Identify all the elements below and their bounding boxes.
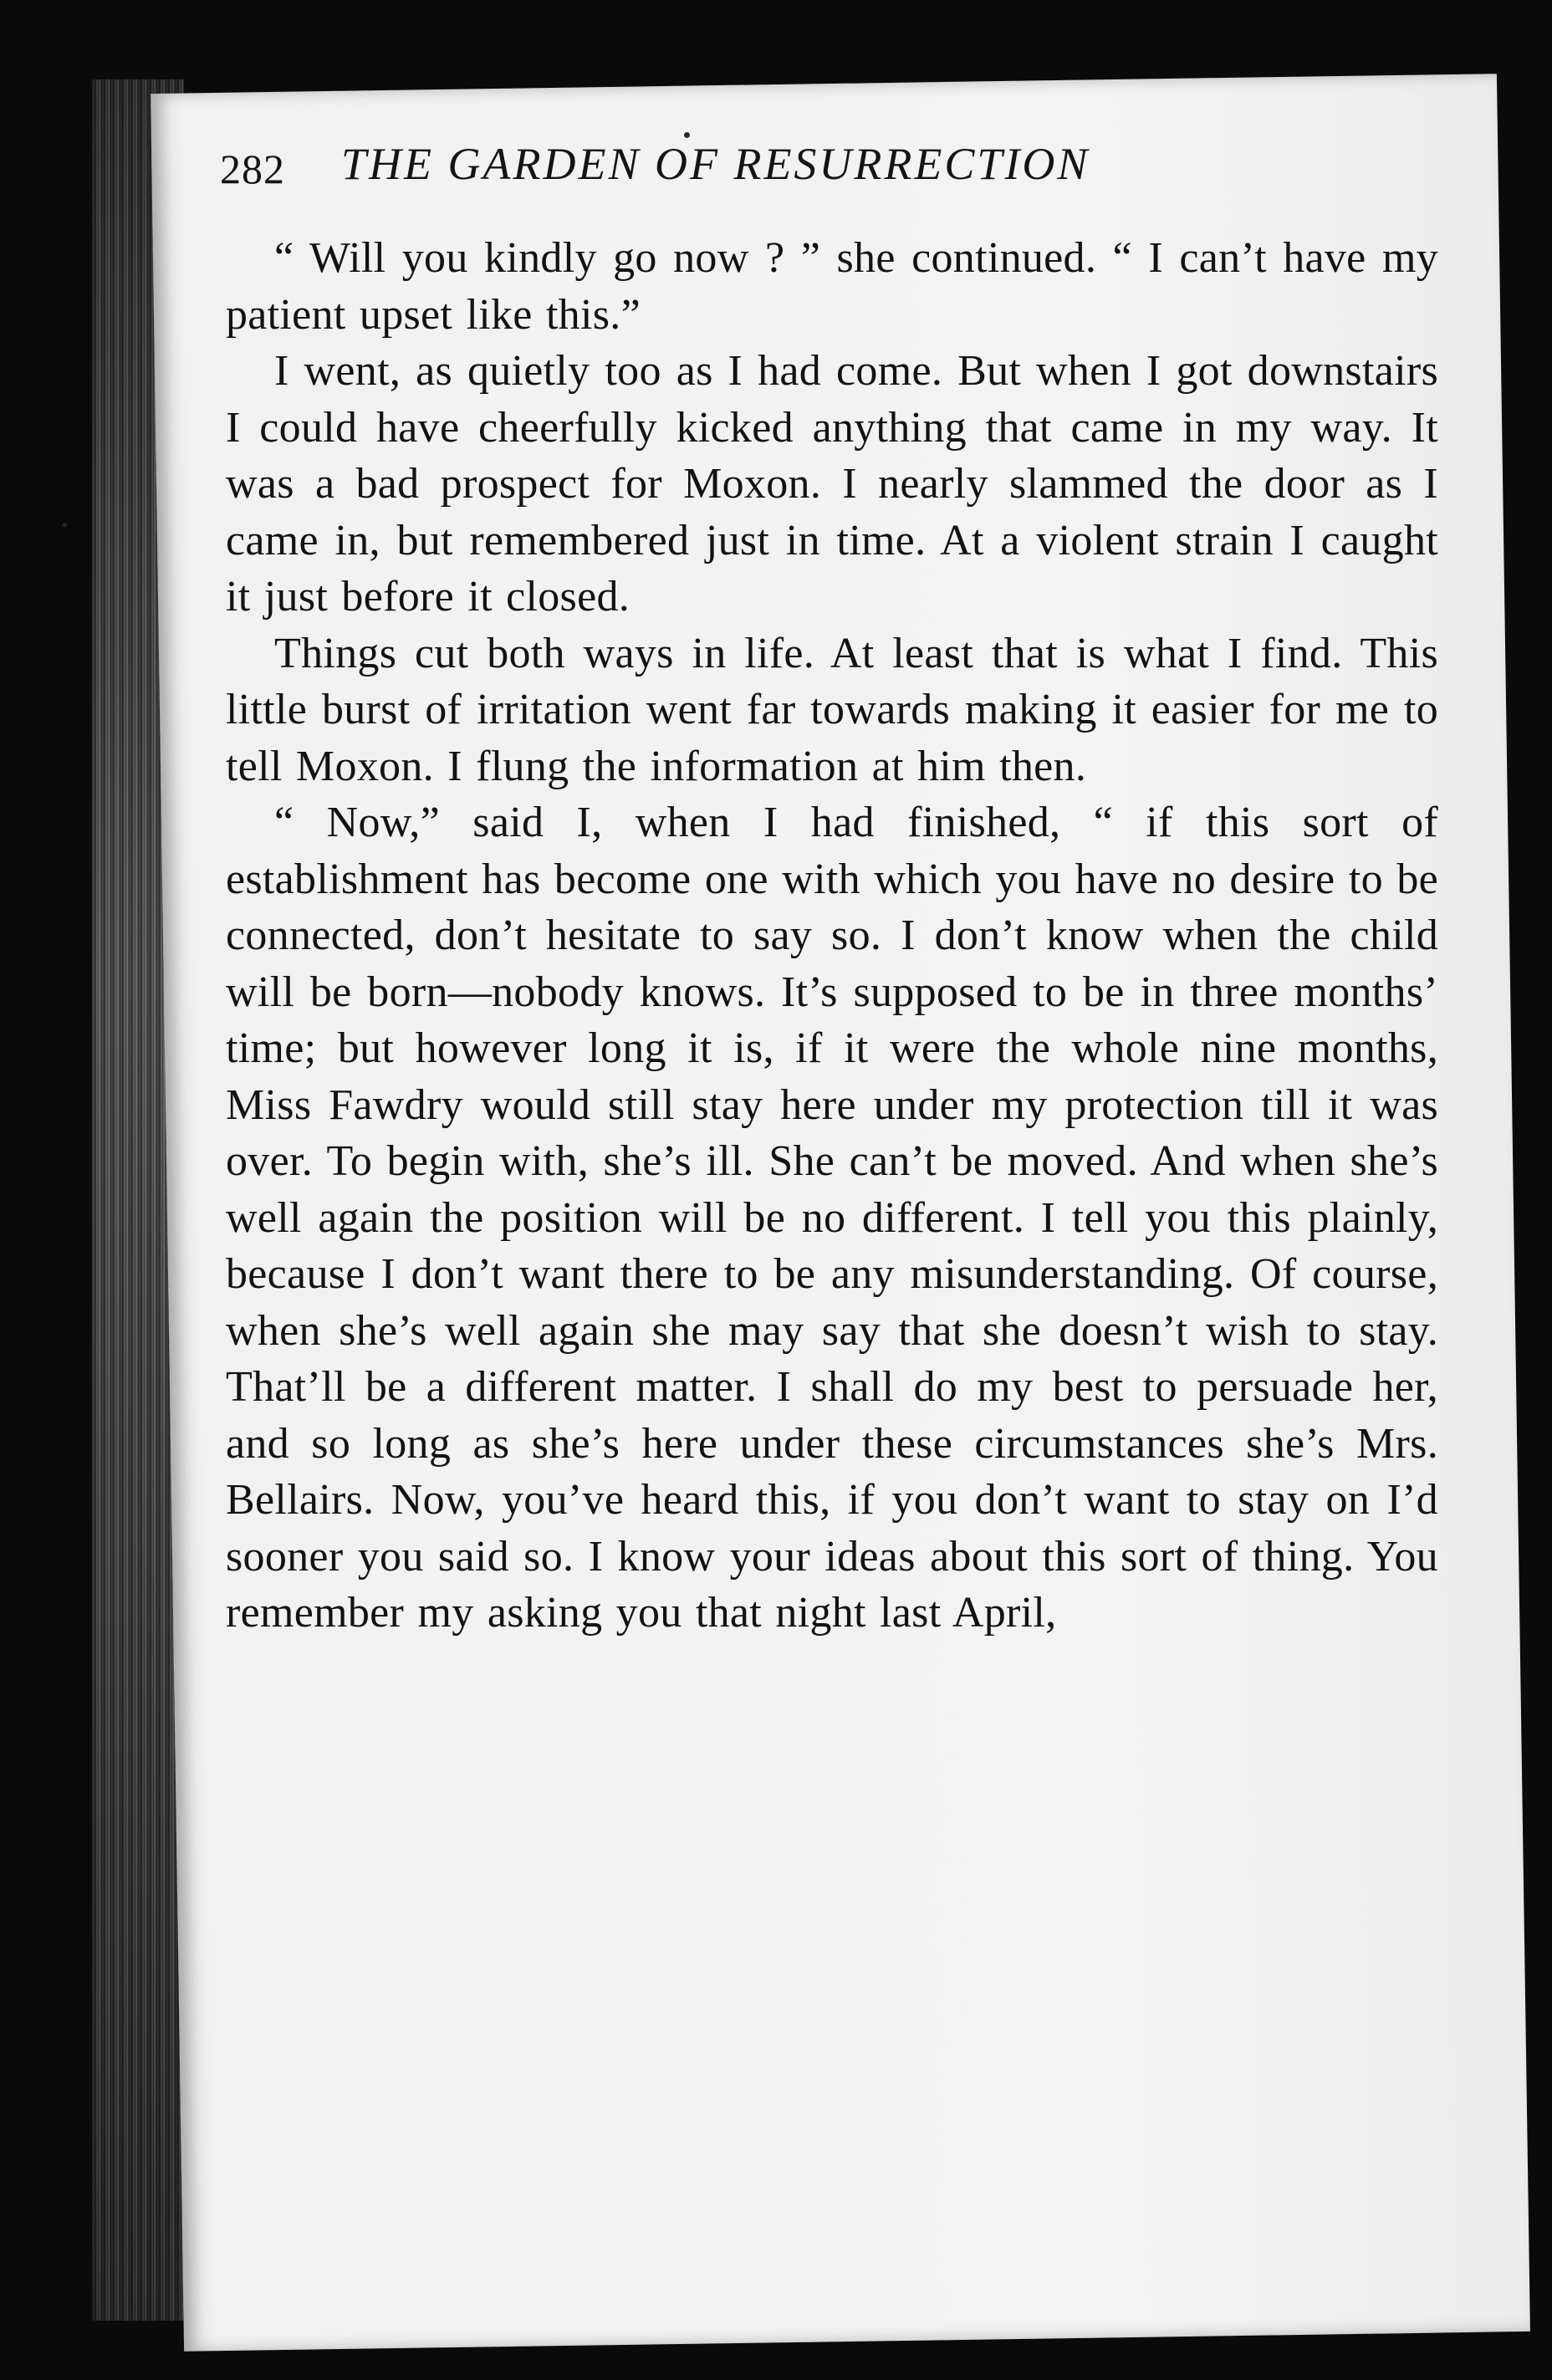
ink-speck [684,132,690,138]
running-title: THE GARDEN OF RESURRECTION [341,139,1090,189]
paragraph: “ Will you kindly go now ? ” she continued. “ I can’t have my patient upset like this.” [226,234,1438,339]
page-number: 282 [220,146,285,192]
paragraph: I went, as quietly too as I had come. But when I got downstairs I could have cheerfully kicked anything that came in my way. It was a bad prospect for Moxon. I nearly slammed the door as I came in, but remembered just in time. At a violent strain I caught it just before it closed. [226,347,1438,621]
running-header [220,138,1332,205]
paragraph: “ Now,” said I, when I had finished, “ if this sort of establishment has become one with which you have no desire to be connected, don’t hesitate to say so. I don’t know when the child will be born—nobody knows. It’s supposed to be in three months’ time; but however long it is, if it were the whole nine months, Miss Fawdry would still stay here under my protection till it was over. To begin with, she’s ill. She can’t be moved. And when she’s well again the position will be no different. I tell you this plainly, because I don’t want there to be any misunderstanding. Of course, when she’s well again she may say that she doesn’t wish to stay. That’ll be a different matter. I shall do my best to persuade her, and so long as she’s here under these circumstances she’s Mrs. Bellairs. Now, you’ve heard this, if you don’t want to stay on I’d sooner you said so. I know your ideas about this sort of thing. You remember my asking you that night last April, [226,799,1438,1637]
ink-speck [63,523,67,527]
paragraph: Things cut both ways in life. At least that is what I find. This little burst of irritation went far towards making it easier for me to tell Moxon. I flung the information at him then. [226,629,1438,790]
body-text [226,230,1438,1642]
